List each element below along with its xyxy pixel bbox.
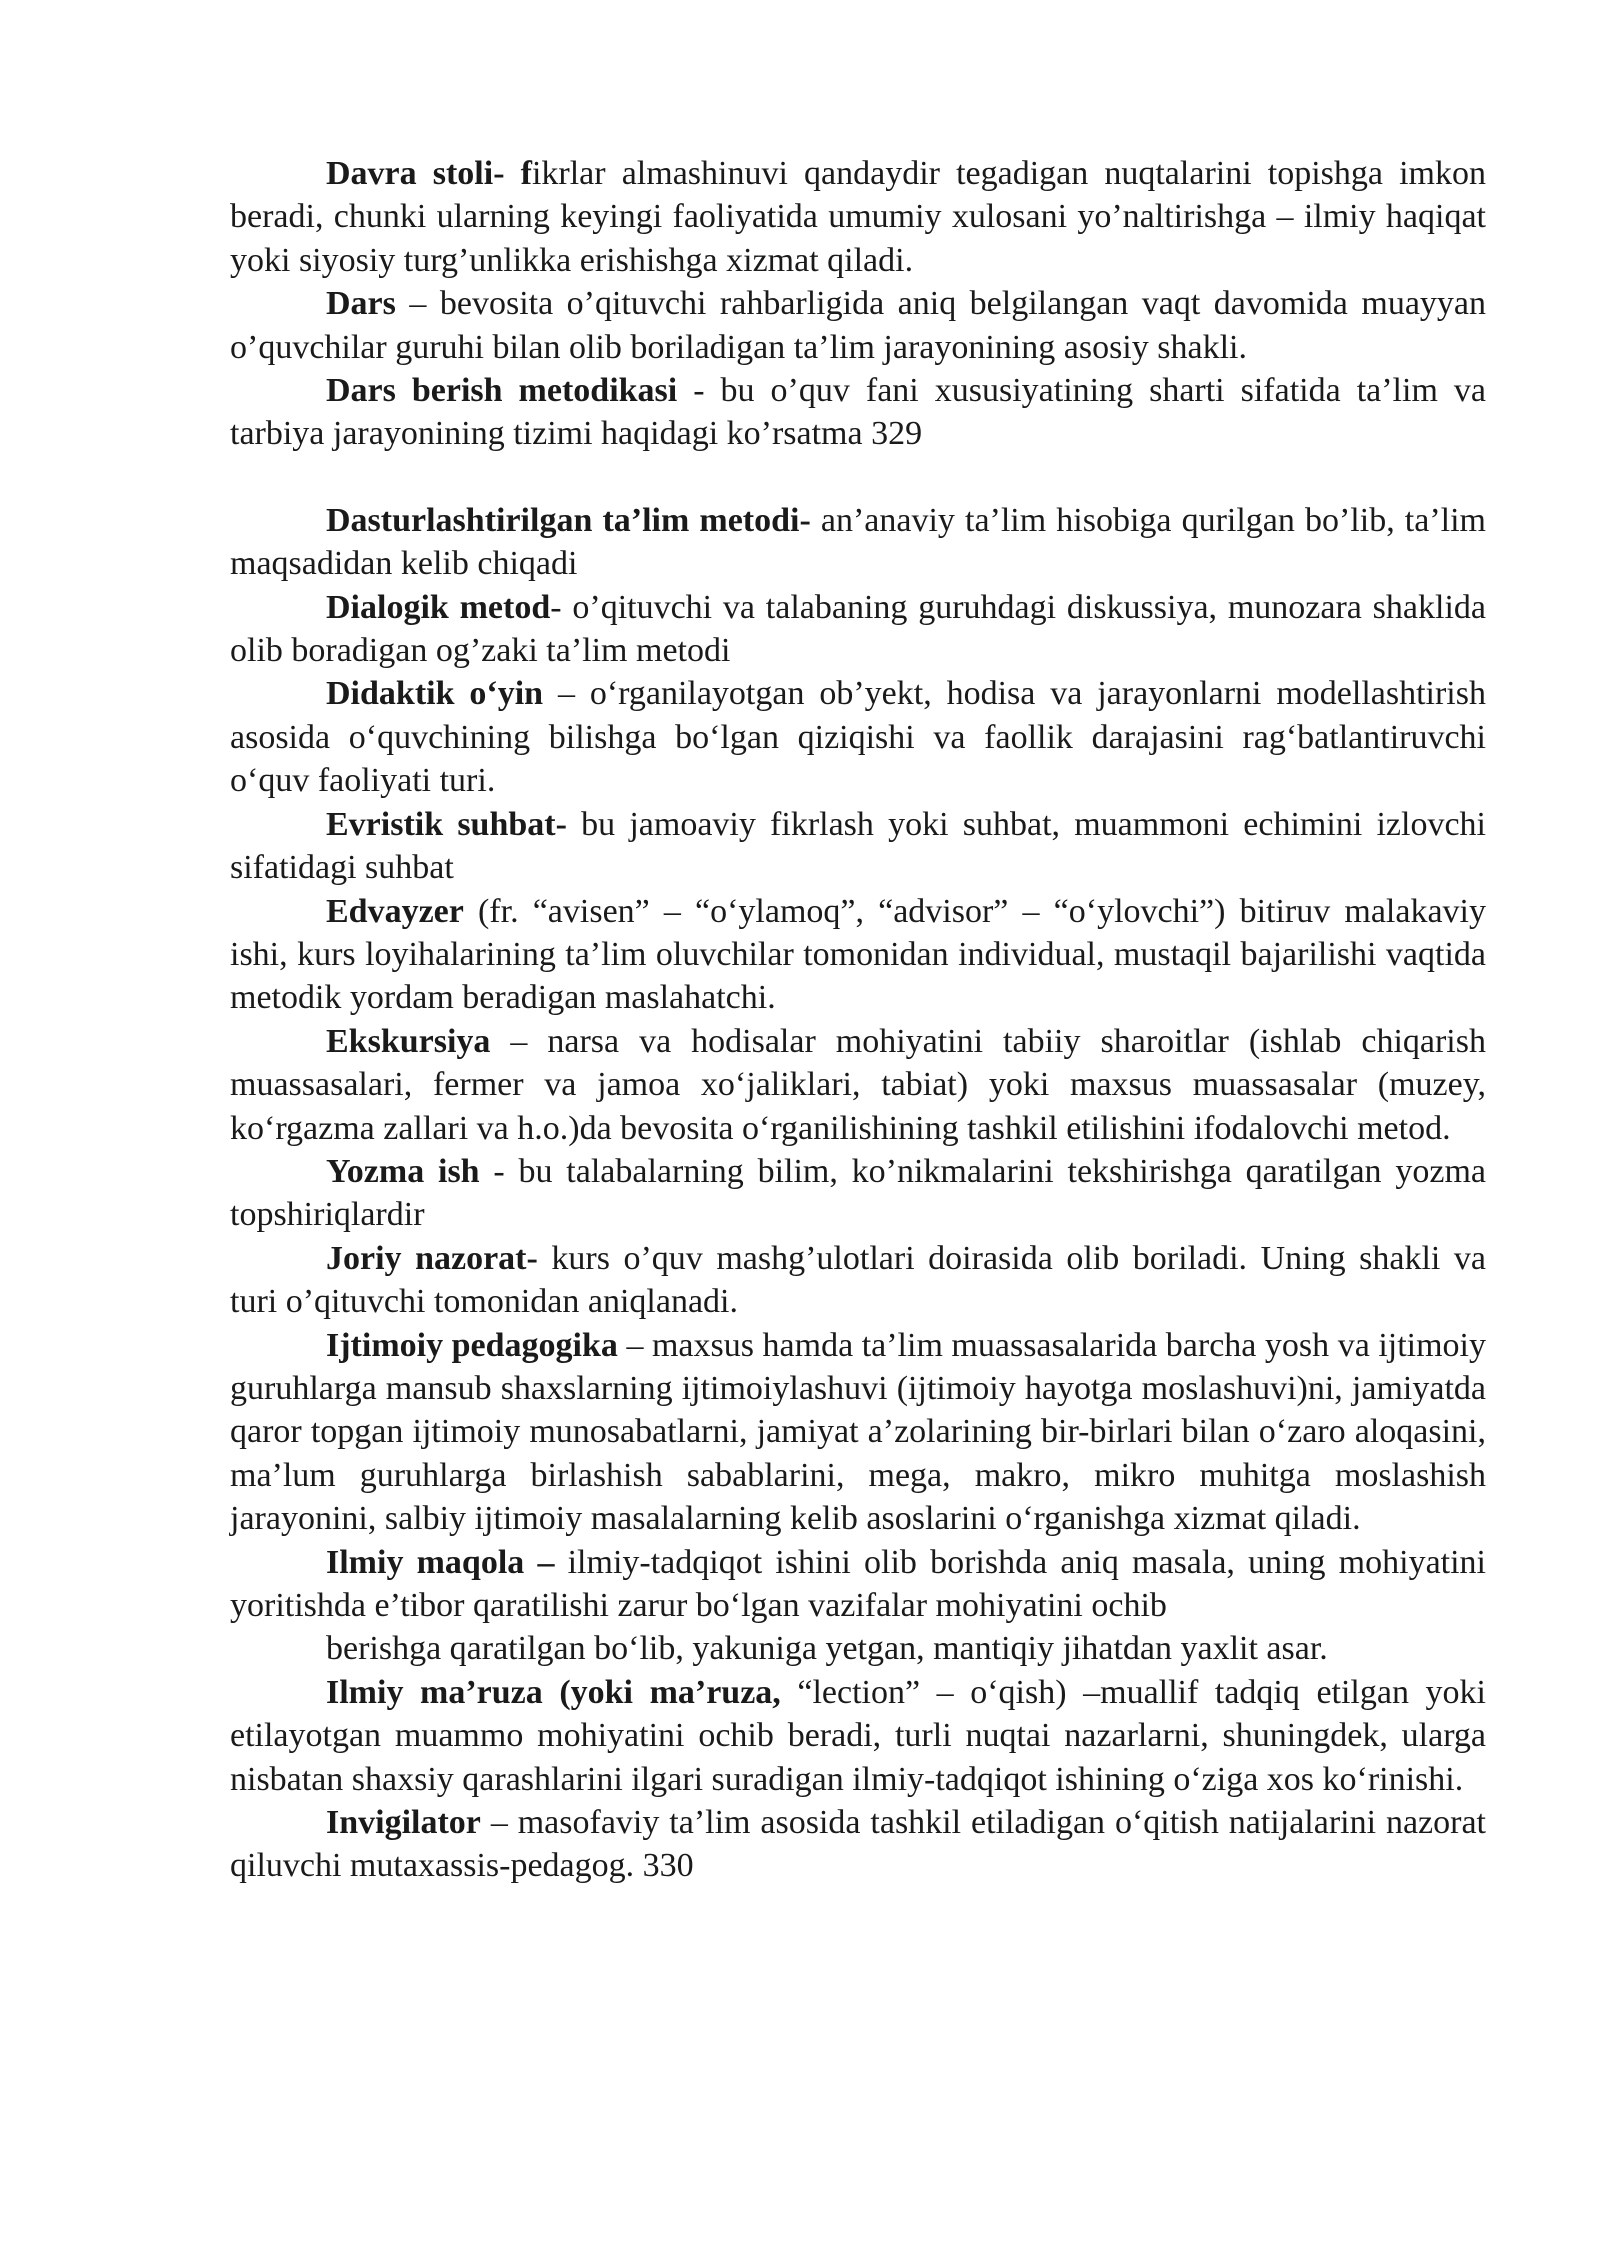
glossary-entry xyxy=(230,890,1486,1020)
glossary-entry xyxy=(230,586,1486,673)
glossary-definition: ilmiy-tadqiqot ishini olib borishda aniq masala, uning mohiyatini yoritishda e’tibor qaratilishi zarur bo‘lgan vazifalar mohiyatini ochib xyxy=(230,1543,1487,1624)
glossary-entry xyxy=(230,282,1486,369)
glossary-term: Joriy nazorat- xyxy=(326,1239,538,1277)
glossary-term: Dars berish metodikasi xyxy=(326,372,678,410)
paragraph-gap xyxy=(230,456,1486,499)
glossary-term: Yozma ish xyxy=(326,1152,480,1190)
glossary-entry xyxy=(230,499,1486,586)
glossary-definition: – narsa va hodisalar mohiyatini tabiiy sharoitlar (ishlab chiqarish muassasalari, fermer va jamoa xo‘jaliklari, tabiat) yoki maxsus muassasalar (muzey, ko‘rgazma zallari va h.o.)da bevosita o‘rganilishining tashkil etilishini ifodalovchi metod. xyxy=(230,1022,1486,1147)
glossary-term: Evristik suhbat- xyxy=(326,805,567,843)
glossary-definition: (fr. “avisen” – “o‘ylamoq”, “advisor” – “o‘ylovchi”) bitiruv malakaviy ishi, kurs loyihalarining ta’lim oluvchilar tomonidan individual, mustaqil bajarilishi vaqtida metodik yordam beradigan maslahatchi. xyxy=(230,892,1486,1017)
glossary-term: Dars xyxy=(326,285,396,323)
glossary-entry xyxy=(230,1324,1486,1541)
glossary-entry xyxy=(230,369,1486,456)
glossary-term: Edvayzer xyxy=(326,892,464,930)
glossary-entry xyxy=(230,152,1486,282)
glossary-definition: – bevosita o’qituvchi rahbarligida aniq belgilangan vaqt davomida muayyan o’quvchilar guruhi bilan olib boriladigan ta’lim jarayonining asosiy shakli. xyxy=(230,285,1486,366)
glossary-entry xyxy=(230,1541,1486,1628)
glossary-definition: bu jamoaviy fikrlash yoki suhbat, muammoni echimini izlovchi sifatidagi suhbat xyxy=(230,805,1486,887)
glossary-term: Dasturlashtirilgan ta’lim metodi- xyxy=(326,501,811,539)
glossary-entry xyxy=(230,1150,1486,1237)
glossary-definition: - bu talabalarning bilim, ko’nikmalarini tekshirishga qaratilgan yozma topshiriqlardir xyxy=(230,1152,1486,1234)
glossary-definition-continuation: berishga qaratilgan bo‘lib, yakuniga yetgan, mantiqiy jihatdan yaxlit asar. xyxy=(326,1630,1328,1668)
glossary-term: Ilmiy ma’ruza (yoki ma’ruza, xyxy=(326,1673,781,1711)
glossary-entry xyxy=(230,1801,1486,1888)
glossary-definition: – maxsus hamda ta’lim muassasalarida barcha yosh va ijtimoiy guruhlarga mansub shaxslarning ijtimoiylashuvi (ijtimoiy hayotga moslashuvi)ni, jamiyatda qaror topgan ijtimoiy munosabatlarni, jamiyat a’zolarining bir-birlari bilan o‘zaro aloqasini, ma’lum guruhlarga birlashish sabablarini, mega, makro, mikro muhitga moslashish jarayonini, salbiy ijtimoiy masalalarning kelib asoslarini o‘rganishga xizmat qiladi. xyxy=(230,1326,1487,1538)
glossary-term: Ilmiy maqola – xyxy=(326,1543,555,1581)
glossary-definition: kurs o’quv mashg’ulotlari doirasida olib boriladi. Uning shakli va turi o’qituvchi tomonidan aniqlanadi. xyxy=(230,1239,1486,1321)
glossary-term: Didaktik o‘yin xyxy=(326,675,544,713)
glossary-definition: – masofaviy ta’lim asosida tashkil etiladigan o‘qitish natijalarini nazorat qiluvchi mutaxassis-pedagog. 330 xyxy=(230,1804,1486,1885)
glossary-entry xyxy=(230,803,1486,890)
document-page xyxy=(230,152,1486,1888)
glossary-entry xyxy=(230,672,1486,802)
glossary-definition: - o’qituvchi va talabaning guruhdagi diskussiya, munozara shaklida olib boradigan og’zaki ta’lim metodi xyxy=(230,588,1486,670)
glossary-definition: “lection” – o‘qish) –muallif tadqiq etilgan yoki etilayotgan muammo mohiyatini ochib beradi, turli nuqtai nazarlarni, shuningdek, ularga nisbatan shaxsiy qarashlarini ilgari suradigan ilmiy-tadqiqot ishining o‘ziga xos ko‘rinishi. xyxy=(230,1673,1486,1798)
glossary-definition: an’anaviy ta’lim hisobiga qurilgan bo’lib, ta’lim maqsadidan kelib chiqadi xyxy=(230,501,1486,583)
glossary-term: Ijtimoiy pedagogika xyxy=(326,1326,618,1364)
glossary-term: Ekskursiya xyxy=(326,1022,491,1060)
glossary-entry xyxy=(230,1020,1486,1150)
glossary-definition: ikrlar almashinuvi qandaydir tegadigan nuqtalarini topishga imkon beradi, chunki ularning keyingi faoliyatida umumiy xulosani yo’naltirishga – ilmiy haqiqat yoki siyosiy turg’unlikka erishishga xizmat qiladi. xyxy=(230,155,1486,279)
glossary-entry xyxy=(230,1671,1486,1801)
glossary-definition: – o‘rganilayotgan ob’yekt, hodisa va jarayonlarni modellashtirish asosida o‘quvchining bilishga bo‘lgan qiziqishi va faollik darajasini rag‘batlantiruvchi o‘quv faoliyati turi. xyxy=(230,675,1486,800)
glossary-term: Davra stoli- f xyxy=(326,155,532,192)
glossary-term: Invigilator xyxy=(326,1804,481,1842)
glossary-definition: - bu o’quv fani xususiyatining sharti sifatida ta’lim va tarbiya jarayonining tizimi haqidagi ko’rsatma 329 xyxy=(230,372,1486,453)
glossary-entry xyxy=(230,1237,1486,1324)
glossary-term: Dialogik metod xyxy=(326,588,551,626)
